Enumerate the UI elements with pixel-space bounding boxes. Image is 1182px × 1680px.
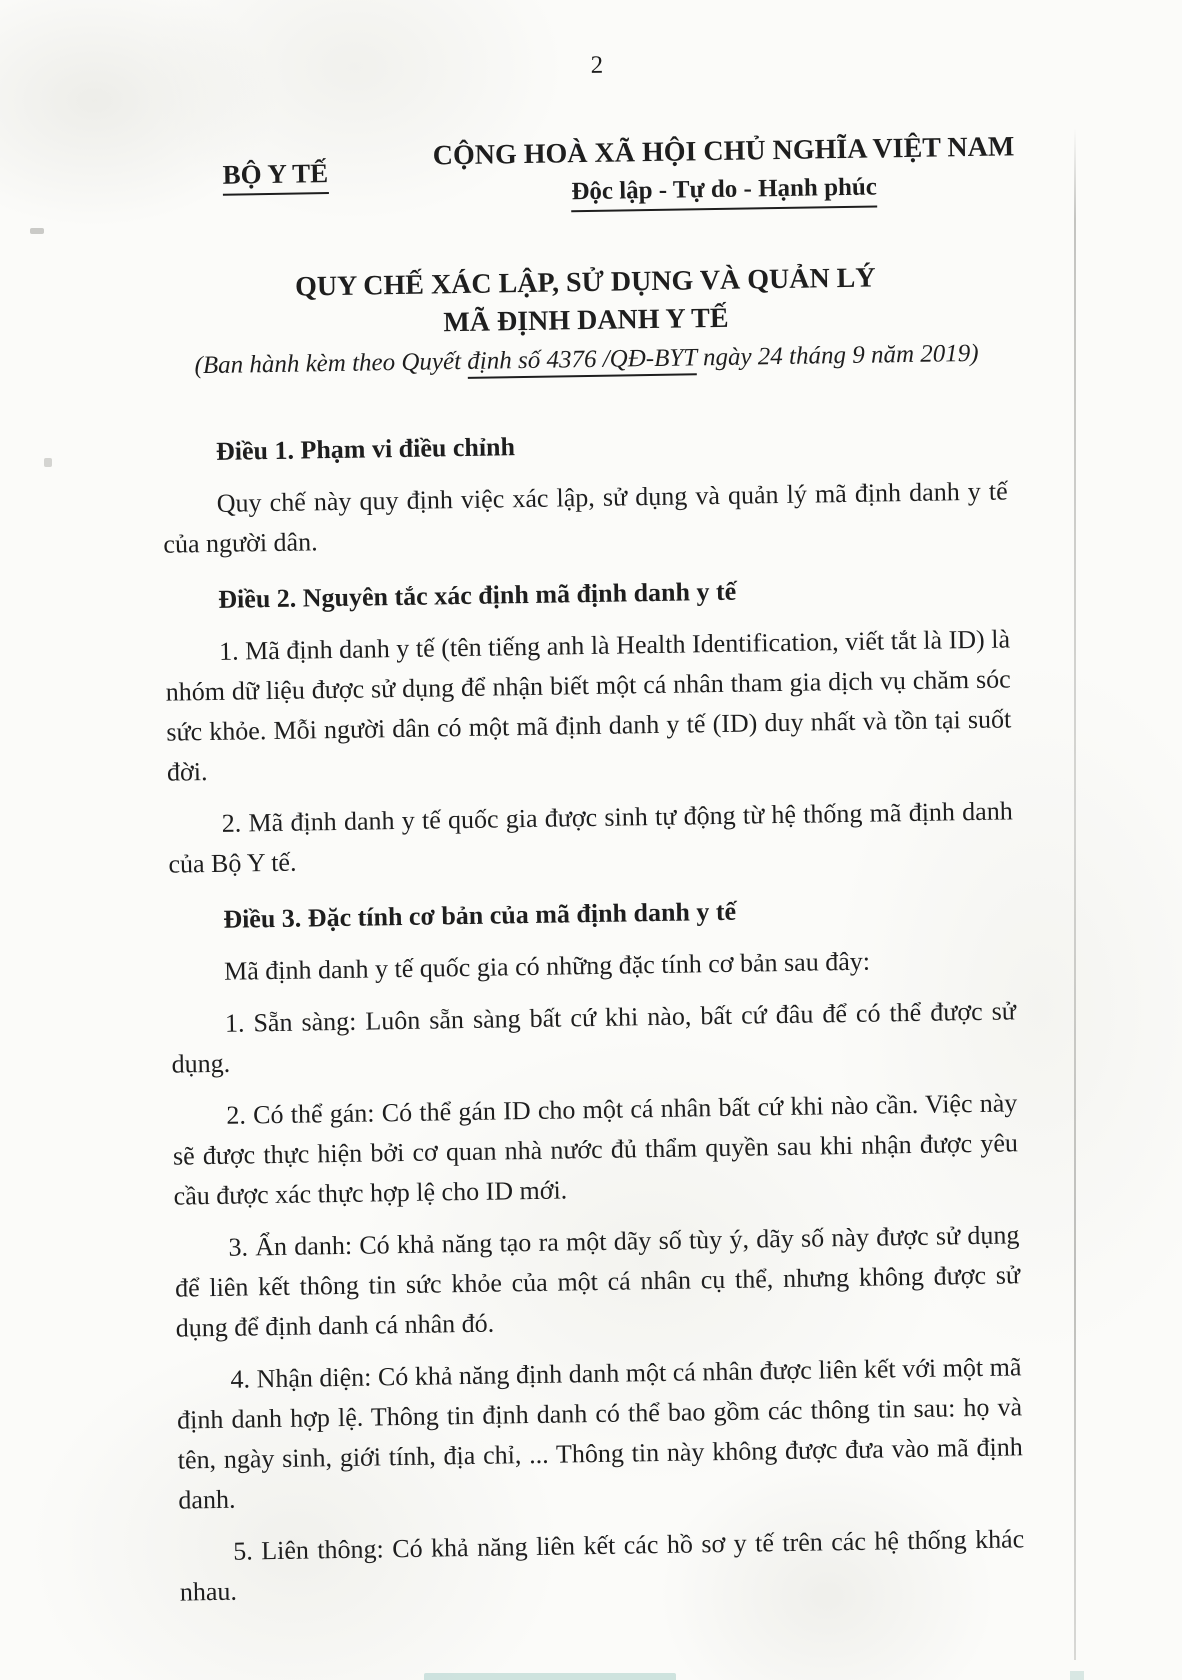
paragraph: 2. Mã định danh y tế quốc gia được sinh tự động từ hệ thống mã định danh của Bộ Y tế.	[168, 796, 1013, 879]
national-header-block	[433, 131, 1016, 214]
document-title-block	[0, 255, 1178, 384]
paragraph: 1. Sẵn sàng: Luôn sẵn sàng bất cứ khi nào, bất cứ đâu để có thể được sử dụng.	[171, 996, 1017, 1079]
paragraph: 3. Ẩn danh: Có khả năng tạo ra một dãy số tùy ý, dãy số này được sử dụng để liên kết thông tin sức khỏe của một cá nhân cụ thể, nhưng không được sử dụng để định danh cá nhân đó.	[174, 1220, 1021, 1343]
subtitle-prefix: (Ban hành kèm theo Quyết	[194, 347, 468, 380]
scanner-edge-strip	[424, 1673, 676, 1680]
paragraph: Mã định danh y tế quốc gia có những đặc tính cơ bản sau đây:	[223, 946, 871, 986]
article-heading: Điều 3. Đặc tính cơ bản của mã định danh y tế	[223, 896, 737, 934]
paragraph: Quy chế này quy định việc xác lập, sử dụng và quản lý mã định danh y tế của người dân.	[163, 476, 1008, 559]
paragraph: 5. Liên thông: Có khả năng liên kết các hồ sơ y tế trên các hệ thống khác nhau.	[179, 1524, 1025, 1607]
issuing-org-title: BỘ Y TẾ	[222, 158, 328, 196]
subtitle-suffix: ngày 24 tháng 9 năm 2019)	[696, 339, 979, 372]
document-title-line1: QUY CHẾ XÁC LẬP, SỬ DỤNG VÀ QUẢN LÝ	[294, 262, 876, 303]
national-title: CỘNG HOÀ XÃ HỘI CHỦ NGHĨA VIỆT NAM	[432, 131, 1015, 172]
subtitle-decision-number: định số 4376 /QĐ-BYT	[467, 344, 697, 379]
document-body	[162, 419, 1025, 1612]
scanner-edge-strip-right	[1070, 1671, 1084, 1680]
national-motto: Độc lập - Tự do - Hạnh phúc	[571, 173, 877, 212]
paragraph: 4. Nhận diện: Có khả năng định danh một cá nhân được liên kết với một mã định danh hợp lệ. Thông tin định danh có thể bao gồm các thông tin sau: họ và tên, ngày sinh, giới tính, địa chỉ, ... Thông tin này không được đưa vào mã định danh.	[176, 1352, 1023, 1515]
page-number: 2	[590, 51, 604, 79]
paragraph: 2. Có thể gán: Có thể gán ID cho một cá nhân bất cứ khi nào cần. Việc này sẽ được thực hiện bởi cơ quan nhà nước đủ thẩm quyền sau khi nhận được yêu cầu được xác thực hợp lệ cho ID mới.	[172, 1088, 1019, 1211]
article-heading: Điều 2. Nguyên tắc xác định mã định danh y tế	[218, 576, 737, 614]
document-title-line2: MÃ ĐỊNH DANH Y TẾ	[443, 302, 729, 339]
article-heading: Điều 1. Phạm vi điều chỉnh	[215, 432, 516, 466]
paragraph: 1. Mã định danh y tế (tên tiếng anh là Health Identification, viết tắt là ID) là nhóm dữ liệu được sử dụng để nhận biết một cá nhân tham gia dịch vụ chăm sóc sức khỏe. Mỗi người dân có một mã định danh y tế (ID) duy nhất và tồn tại suốt đời.	[165, 624, 1012, 787]
document-header	[0, 129, 1175, 222]
